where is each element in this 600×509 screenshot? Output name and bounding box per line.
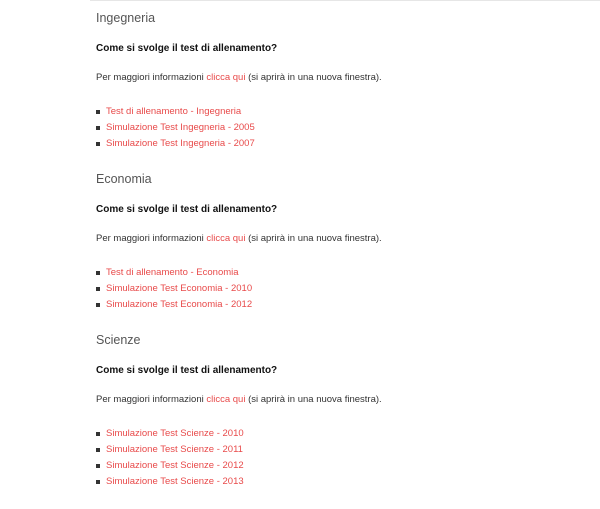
list-item: [96, 120, 586, 136]
bullet-icon: [96, 142, 100, 146]
bullet-icon: [96, 287, 100, 291]
test-link[interactable]: Simulazione Test Economia - 2010: [106, 283, 253, 294]
bullet-icon: [96, 448, 100, 452]
test-link[interactable]: Test di allenamento - Ingegneria: [106, 106, 242, 117]
info-paragraph: [96, 71, 586, 85]
list-item: [96, 104, 586, 120]
bullet-icon: [96, 271, 100, 275]
test-links-list: [96, 426, 586, 490]
section-economia: [96, 171, 586, 332]
test-link[interactable]: Simulazione Test Scienze - 2012: [106, 460, 244, 471]
list-item: [96, 281, 586, 297]
section-title: Scienze: [96, 333, 141, 347]
section-title: Economia: [96, 172, 152, 186]
test-link[interactable]: Simulazione Test Scienze - 2010: [106, 428, 244, 439]
info-link[interactable]: clicca qui: [206, 72, 246, 83]
test-link[interactable]: Simulazione Test Scienze - 2011: [106, 444, 243, 455]
section-title: Ingegneria: [96, 11, 156, 25]
bullet-icon: [96, 432, 100, 436]
list-item: [96, 458, 586, 474]
section-question: Come si svolge il test di allenamento?: [96, 204, 278, 215]
top-divider: [90, 0, 600, 1]
section-question: Come si svolge il test di allenamento?: [96, 43, 278, 54]
info-text-before: Per maggiori informazioni: [96, 233, 207, 244]
info-paragraph: [96, 232, 586, 246]
info-paragraph: [96, 393, 586, 407]
section-ingegneria: [96, 10, 586, 171]
info-link[interactable]: clicca qui: [206, 394, 246, 405]
bullet-icon: [96, 303, 100, 307]
list-item: [96, 426, 586, 442]
bullet-icon: [96, 110, 100, 114]
list-item: [96, 136, 586, 152]
test-link[interactable]: Simulazione Test Ingegneria - 2007: [106, 138, 255, 149]
section-question: Come si svolge il test di allenamento?: [96, 365, 278, 376]
bullet-icon: [96, 126, 100, 130]
info-text-before: Per maggiori informazioni: [96, 72, 207, 83]
info-text-after: (si aprirà in una nuova finestra).: [245, 394, 382, 405]
main-content: [96, 10, 586, 493]
bullet-icon: [96, 480, 100, 484]
test-links-list: [96, 104, 586, 152]
list-item: [96, 474, 586, 490]
section-scienze: [96, 332, 586, 493]
test-link[interactable]: Simulazione Test Ingegneria - 2005: [106, 122, 255, 133]
list-item: [96, 442, 586, 458]
info-text-after: (si aprirà in una nuova finestra).: [245, 72, 382, 83]
test-link[interactable]: Simulazione Test Economia - 2012: [106, 299, 253, 310]
bullet-icon: [96, 464, 100, 468]
info-text-before: Per maggiori informazioni: [96, 394, 207, 405]
test-link[interactable]: Simulazione Test Scienze - 2013: [106, 476, 244, 487]
list-item: [96, 265, 586, 281]
info-text-after: (si aprirà in una nuova finestra).: [245, 233, 382, 244]
info-link[interactable]: clicca qui: [206, 233, 246, 244]
test-links-list: [96, 265, 586, 313]
test-link[interactable]: Test di allenamento - Economia: [106, 267, 239, 278]
list-item: [96, 297, 586, 313]
